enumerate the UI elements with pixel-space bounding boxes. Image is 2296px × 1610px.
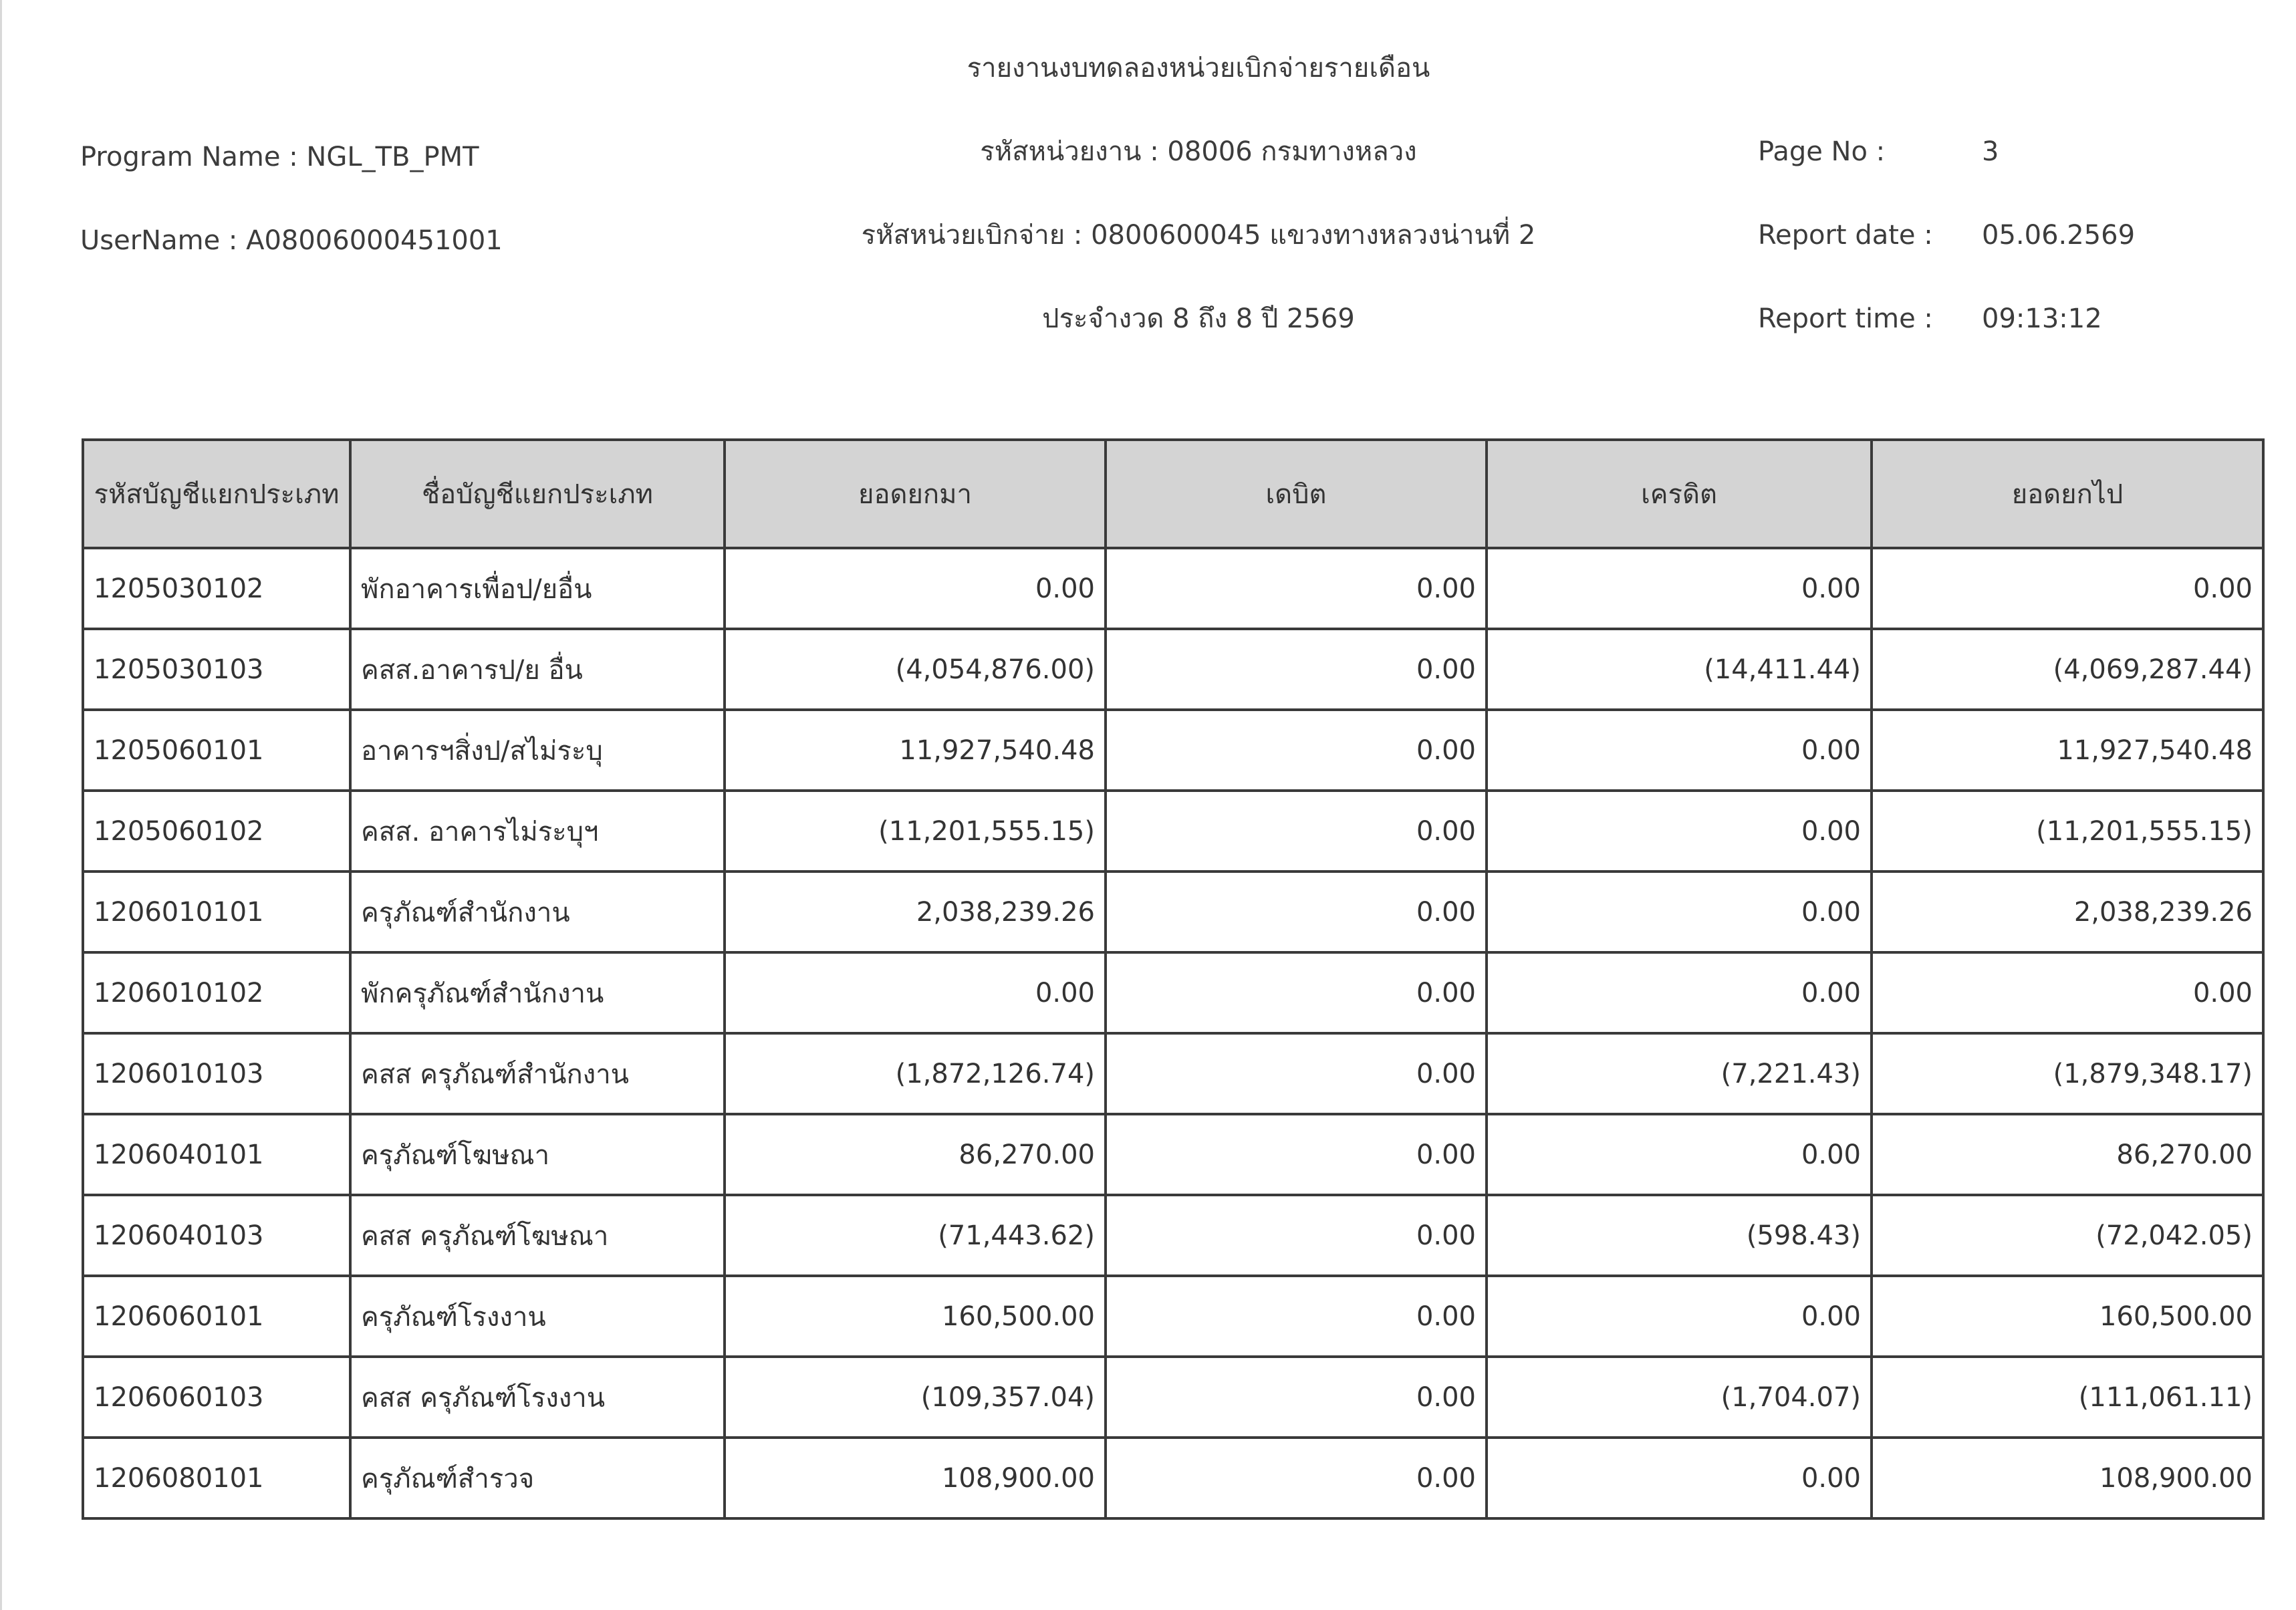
table-row <box>83 791 2263 871</box>
disbursing-unit: รหัสหน่วยเบิกจ่าย : 0800600045 แขวงทางหลวงน่านที่ 2 <box>861 220 1536 251</box>
table-row <box>83 952 2263 1033</box>
credit-cell: (598.43) <box>1487 1195 1872 1276</box>
table-row <box>83 1438 2263 1518</box>
credit-cell: 0.00 <box>1487 952 1872 1033</box>
debit-cell: 0.00 <box>1106 1357 1487 1438</box>
debit-cell: 0.00 <box>1106 1114 1487 1195</box>
account-name-cell: ครุภัณฑ์โฆษณา <box>350 1114 725 1195</box>
table-row <box>83 1357 2263 1438</box>
account-name-cell: อาคารฯสิ่งป/สไม่ระบุ <box>350 710 725 791</box>
account-name-cell: คสส ครุภัณฑ์สำนักงาน <box>350 1033 725 1114</box>
account-code-cell: 1205030102 <box>83 548 350 629</box>
user-name: UserName : A08006000451001 <box>80 225 503 256</box>
account-code-cell: 1206080101 <box>83 1438 350 1518</box>
credit-cell: 0.00 <box>1487 1438 1872 1518</box>
account-name-cell: ครุภัณฑ์โรงงาน <box>350 1276 725 1357</box>
report-title: รายงานงบทดลองหน่วยเบิกจ่ายรายเดือน <box>967 53 1430 84</box>
account-name-cell: คสส.อาคารป/ย อื่น <box>350 629 725 710</box>
carried-forward-cell: 0.00 <box>1872 548 2263 629</box>
account-code-cell: 1206010101 <box>83 871 350 952</box>
carried-forward-cell: 2,038,239.26 <box>1872 871 2263 952</box>
account-code-cell: 1205030103 <box>83 629 350 710</box>
debit-cell: 0.00 <box>1106 791 1487 871</box>
table-row <box>83 1033 2263 1114</box>
carried-forward-cell: (1,879,348.17) <box>1872 1033 2263 1114</box>
carried-forward-cell: 11,927,540.48 <box>1872 710 2263 791</box>
trial-balance-table <box>82 438 2265 1520</box>
account-code-cell: 1206040103 <box>83 1195 350 1276</box>
debit-cell: 0.00 <box>1106 871 1487 952</box>
account-name-cell: คสส ครุภัณฑ์โฆษณา <box>350 1195 725 1276</box>
table-row <box>83 548 2263 629</box>
carried-forward-cell: 108,900.00 <box>1872 1438 2263 1518</box>
page-no-label: Page No : <box>1758 136 1886 167</box>
carried-forward-cell: 0.00 <box>1872 952 2263 1033</box>
carried-forward-cell: (11,201,555.15) <box>1872 791 2263 871</box>
carried-forward-cell: 86,270.00 <box>1872 1114 2263 1195</box>
header-brought-forward: ยอดยกมา <box>725 440 1106 548</box>
report-time-label: Report time : <box>1758 303 1933 334</box>
carried-forward-cell: (111,061.11) <box>1872 1357 2263 1438</box>
report-date-value: 05.06.2569 <box>1982 220 2136 251</box>
brought-forward-cell: (4,054,876.00) <box>725 629 1106 710</box>
brought-forward-cell: 0.00 <box>725 548 1106 629</box>
credit-cell: (14,411.44) <box>1487 629 1872 710</box>
brought-forward-cell: 86,270.00 <box>725 1114 1106 1195</box>
agency-code: รหัสหน่วยงาน : 08006 กรมทางหลวง <box>980 136 1417 167</box>
table-header-row <box>83 440 2263 548</box>
table-row <box>83 1276 2263 1357</box>
credit-cell: 0.00 <box>1487 710 1872 791</box>
program-name: Program Name : NGL_TB_PMT <box>80 142 479 172</box>
carried-forward-cell: (4,069,287.44) <box>1872 629 2263 710</box>
debit-cell: 0.00 <box>1106 1033 1487 1114</box>
debit-cell: 0.00 <box>1106 1276 1487 1357</box>
debit-cell: 0.00 <box>1106 629 1487 710</box>
account-name-cell: ครุภัณฑ์สำรวจ <box>350 1438 725 1518</box>
header-account-code: รหัสบัญชีแยกประเภท <box>83 440 350 548</box>
brought-forward-cell: 2,038,239.26 <box>725 871 1106 952</box>
credit-cell: 0.00 <box>1487 548 1872 629</box>
report-period: ประจำงวด 8 ถึง 8 ปี 2569 <box>1042 303 1355 334</box>
account-name-cell: พักอาคารเพื่อป/ยอื่น <box>350 548 725 629</box>
account-code-cell: 1205060102 <box>83 791 350 871</box>
table-row <box>83 871 2263 952</box>
account-name-cell: คสส ครุภัณฑ์โรงงาน <box>350 1357 725 1438</box>
brought-forward-cell: 0.00 <box>725 952 1106 1033</box>
account-name-cell: พักครุภัณฑ์สำนักงาน <box>350 952 725 1033</box>
debit-cell: 0.00 <box>1106 1195 1487 1276</box>
brought-forward-cell: (11,201,555.15) <box>725 791 1106 871</box>
header-credit: เครดิต <box>1487 440 1872 548</box>
table-row <box>83 1114 2263 1195</box>
report-time-value: 09:13:12 <box>1982 303 2102 334</box>
table-row <box>83 710 2263 791</box>
account-name-cell: คสส. อาคารไม่ระบุฯ <box>350 791 725 871</box>
credit-cell: 0.00 <box>1487 791 1872 871</box>
brought-forward-cell: (71,443.62) <box>725 1195 1106 1276</box>
account-code-cell: 1206010102 <box>83 952 350 1033</box>
debit-cell: 0.00 <box>1106 952 1487 1033</box>
brought-forward-cell: 108,900.00 <box>725 1438 1106 1518</box>
account-name-cell: ครุภัณฑ์สำนักงาน <box>350 871 725 952</box>
account-code-cell: 1206040101 <box>83 1114 350 1195</box>
table-row <box>83 629 2263 710</box>
debit-cell: 0.00 <box>1106 710 1487 791</box>
account-code-cell: 1206060101 <box>83 1276 350 1357</box>
scan-edge <box>0 0 2 1610</box>
debit-cell: 0.00 <box>1106 1438 1487 1518</box>
debit-cell: 0.00 <box>1106 548 1487 629</box>
brought-forward-cell: (109,357.04) <box>725 1357 1106 1438</box>
account-code-cell: 1206060103 <box>83 1357 350 1438</box>
brought-forward-cell: (1,872,126.74) <box>725 1033 1106 1114</box>
credit-cell: 0.00 <box>1487 871 1872 952</box>
carried-forward-cell: (72,042.05) <box>1872 1195 2263 1276</box>
header-debit: เดบิต <box>1106 440 1487 548</box>
table-row <box>83 1195 2263 1276</box>
credit-cell: (1,704.07) <box>1487 1357 1872 1438</box>
account-code-cell: 1206010103 <box>83 1033 350 1114</box>
page-no-value: 3 <box>1982 136 1999 167</box>
header-account-name: ชื่อบัญชีแยกประเภท <box>350 440 725 548</box>
credit-cell: 0.00 <box>1487 1114 1872 1195</box>
credit-cell: 0.00 <box>1487 1276 1872 1357</box>
report-date-label: Report date : <box>1758 220 1933 251</box>
header-carried-forward: ยอดยกไป <box>1872 440 2263 548</box>
credit-cell: (7,221.43) <box>1487 1033 1872 1114</box>
account-code-cell: 1205060101 <box>83 710 350 791</box>
brought-forward-cell: 160,500.00 <box>725 1276 1106 1357</box>
carried-forward-cell: 160,500.00 <box>1872 1276 2263 1357</box>
brought-forward-cell: 11,927,540.48 <box>725 710 1106 791</box>
